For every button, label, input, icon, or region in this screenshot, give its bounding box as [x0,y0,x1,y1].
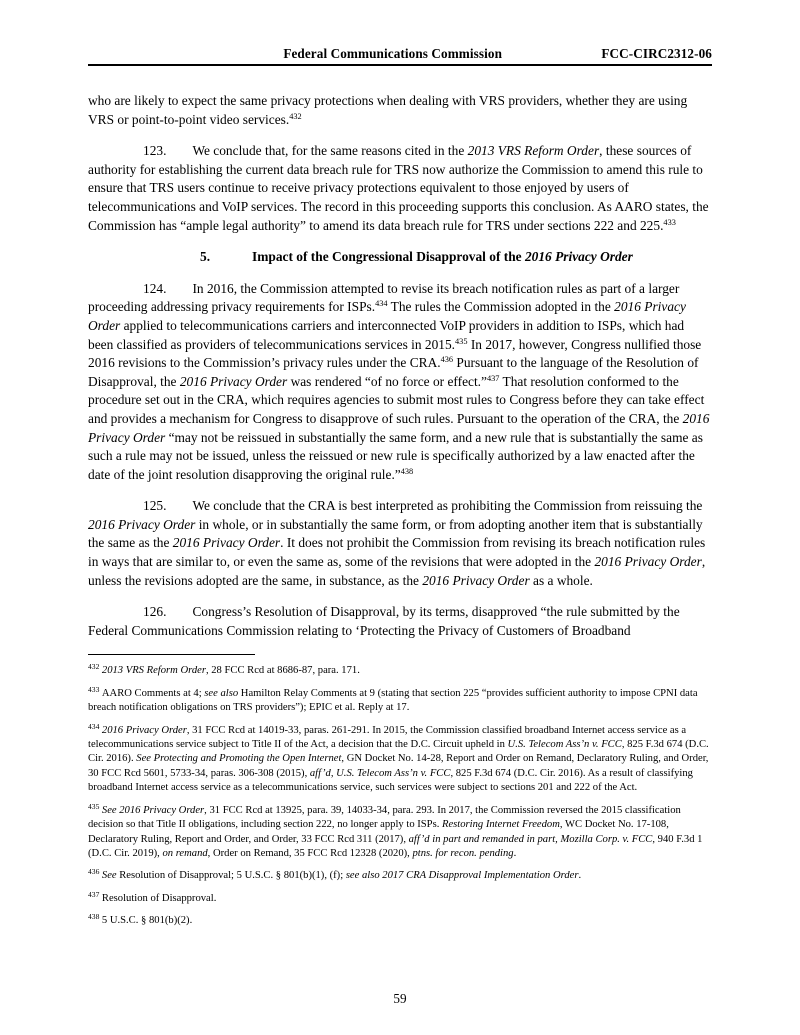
footnote-mark-435: 435 [88,801,100,811]
footnote-435-italic-5: ptns. for recon. pending [412,847,514,859]
paragraph-123-text-2: , these sources of authority for establishing the current data breach rule for TRS now authorize the Commission to amend this rule to ensure that TRS users continue to receive privacy protections equivalent to those enjoyed by users of telecommunications and VoIP services. The record in this proceeding supports this conclusion. As AARO states, the Commission has “ample legal authority” to amend its data breach rule for TRS under sections 222 and 225. [88,143,709,233]
footnote-433-italic-1: see also [204,687,239,699]
paragraph-124-number: 124. [143,280,167,296]
footnote-ref-437[interactable]: 437 [486,373,500,383]
footnote-436-italic-2: see also 2017 CRA Disapproval Implementation Order [345,870,579,882]
paragraph-125-text-2: in whole, or in substantially the same form, or from adopting another item that is substantially the same as the [88,516,703,551]
footnote-mark-437: 437 [88,889,100,899]
footnote-437 [88,889,712,906]
paragraph-124 [88,280,712,485]
footnote-ref-435[interactable]: 435 [455,336,468,346]
footnote-435-italic-4: on remand [162,847,208,859]
footnote-438 [88,914,712,928]
footnote-ref-438[interactable]: 438 [400,466,414,476]
footnote-432-italic-1: 2013 VRS Reform Order [101,665,206,677]
footnote-434-italic-2: U.S. Telecom Ass’n v. FCC [507,739,622,751]
paragraph-124-text-2: The rules the Commission adopted in the [387,299,615,315]
paragraph-125-text-3: . It does not prohibit the Commission from revising its breach notification rules in ways that are similar to, or even the same as, some of the revisions that were adopted in the [88,535,706,570]
section-heading-italic-1: 2016 Privacy Order [524,249,633,265]
footnote-436 [88,869,712,883]
footnote-434-italic-3: See Protecting and Promoting the Open Internet [136,753,342,765]
paragraph-125 [88,497,712,590]
footnote-435-text-5: . [513,847,517,859]
footnote-ref-432[interactable]: 432 [289,111,302,121]
paragraph-123-text-1: We conclude that, for the same reasons cited in the [192,143,468,159]
footnote-433-text-1: AARO Comments at 4; [101,687,205,699]
paragraph-124-italic-2: 2016 Privacy Order [179,373,288,389]
footnote-mark-436: 436 [88,867,100,877]
footnote-433 [88,684,712,716]
header-divider [88,64,712,66]
footnote-437-text-1: Resolution of Disapproval. [101,892,217,904]
footnote-435-italic-2: Restoring Internet Freedom [442,819,560,831]
section-heading-text-1: Impact of the Congressional Disapproval of the [252,249,525,265]
footnote-435-italic-3: aff’d in part and remanded in part, Mozilla Corp. v. FCC [408,833,653,845]
paragraph-124-text-3: applied to telecommunications carriers and interconnected VoIP providers in addition to ISPs, which had been classified as providers of telecommunications services in 2015. [88,317,685,352]
paragraph-123 [88,142,712,235]
footnote-435-text-4: , Order on Remand, 35 FCC Rcd 12328 (2020), [207,847,413,859]
paragraph-125-number: 125. [143,498,167,514]
paragraph-123-number: 123. [143,143,167,159]
paragraph-124-text-4: In 2017, however, Congress nullified those 2016 revisions to the Commission’s privacy rules under the CRA. [88,336,702,371]
continued-text: who are likely to expect the same privacy protections when dealing with VRS providers, whether they are using VRS or point-to-point video services. [88,93,688,127]
footnote-section [88,664,712,928]
footnote-mark-432: 432 [88,662,100,672]
footnote-mark-434: 434 [88,721,100,731]
paragraph-124-italic-1: 2016 Privacy Order [88,299,686,333]
footnote-434-text-4: , 825 F.3d 674 (D.C. Cir. 2016). As a result of classifying broadband Internet access service as a telecommunications service, such services were subject to sections 201 and 222 of the Act. [88,767,693,794]
paragraph-124-text-7: That resolution conformed to the procedure set out in the CRA, which requires agencies to submit most rules to Congress before they can take effect and provides a mechanism for Congress to disapprove of such rules. Pursuant to the operation of the CRA, the [88,373,705,426]
footnote-435-italic-1: See 2016 Privacy Order [101,804,205,816]
footnote-ref-433[interactable]: 433 [663,217,676,227]
footnote-mark-438: 438 [88,912,100,922]
footnote-435-text-2: , WC Docket No. 17-108, Declaratory Ruling, Report and Order, and Order, 33 FCC Rcd 311 (2017), [88,819,669,845]
footnote-434-italic-4: aff’d, U.S. Telecom Ass’n v. FCC [309,767,451,779]
paragraph-124-text-8: “may not be reissued in substantially the same form, and a new rule that is substantially the same as such a rule may not be issued, unless the reissued or new rule is specifically authorized by a law enacted after the date of the joint resolution disapproving the original rule.” [88,429,703,482]
paragraph-126 [88,603,712,640]
footnote-436-text-1: Resolution of Disapproval; 5 U.S.C. § 801(b)(1), (f); [116,870,346,882]
page-header [88,46,712,64]
header-agency-title: Federal Communications Commission [283,46,503,61]
paragraph-125-italic-3: 2016 Privacy Order [594,554,702,570]
footnote-435 [88,801,712,862]
footnote-434-text-2: , 825 F.3d 674 (D.C. Cir. 2016). [88,739,709,765]
paragraph-125-italic-4: 2016 Privacy Order [422,572,530,588]
footnote-432-text-1: , 28 FCC Rcd at 8686-87, para. 171. [205,665,360,677]
section-heading-number: 5. [200,249,211,265]
footnote-432 [88,664,712,678]
footnote-435-text-1: , 31 FCC Rcd at 13925, para. 39, 14033-34, para. 293. In 2017, the Commission reversed the 2015 classification decision so that Title II obligations, including section 222, no longer apply to ISPs. [88,804,681,831]
footnote-ref-436[interactable]: 436 [440,355,454,365]
paragraph-125-text-4: , unless the revisions adopted are the same, in substance, as the [88,554,706,588]
paragraph-125-text-5: as a whole. [529,572,593,588]
paragraph-125-text-1: We conclude that the CRA is best interpreted as prohibiting the Commission from reissuing the [192,498,703,514]
footnote-434-text-3: , GN Docket No. 14-28, Report and Order on Remand, Declaratory Ruling, and Order, 30 FCC Rcd 5601, 5733-34, paras. 306-308 (2015), [88,753,709,779]
footnote-436-text-2: . [578,870,582,882]
paragraph-124-text-1: In 2016, the Commission attempted to revise its breach notification rules as part of a larger proceeding addressing privacy requirements for ISPs. [88,280,680,315]
paragraph-continued [88,92,712,129]
paragraph-124-italic-3: 2016 Privacy Order [88,410,710,445]
footnote-434-text-1: , 31 FCC Rcd at 14019-33, paras. 261-291. In 2015, the Commission classified broadband Internet access service as a telecommunications service subject to Title II of the Act, a decision that the D.C. Circuit upheld in [88,724,687,751]
footnote-mark-433: 433 [88,684,100,694]
footnote-435-text-3: , 940 F.3d 1 (D.C. Cir. 2019), [88,833,703,859]
paragraph-125-italic-2: 2016 Privacy Order [172,535,281,551]
page-number: 59 [393,991,407,1006]
footnote-436-italic-1: See [101,870,117,882]
paragraph-124-text-5: Pursuant to the language of the Resolution of Disapproval, the [88,355,699,389]
footnote-ref-434[interactable]: 434 [375,299,388,309]
paragraph-126-text-1: Congress’s Resolution of Disapproval, by its terms, disapproved “the rule submitted by the Federal Communications Commission relating to ‘Protecting the Privacy of Customers of Broadband [88,604,680,638]
paragraph-126-number: 126. [143,604,167,620]
footnote-438-text-1: 5 U.S.C. § 801(b)(2). [101,915,193,927]
footnote-separator [88,654,255,655]
header-document-number: FCC-CIRC2312-06 [601,46,712,61]
footnote-434 [88,721,712,796]
footnote-433-text-2: Hamilton Relay Comments at 9 (stating that section 225 “provides sufficient authority to impose CPNI data breach notification obligations on TRS providers”); EPIC et al. Reply at 17. [88,687,698,714]
paragraph-124-text-6: was rendered “of no force or effect.” [287,373,487,389]
paragraph-125-italic-1: 2016 Privacy Order [88,516,196,532]
paragraph-123-italic-1: 2013 VRS Reform Order [467,143,600,159]
section-heading-5 [88,248,712,267]
document-body [88,92,712,640]
footnote-434-italic-1: 2016 Privacy Order [101,724,187,736]
